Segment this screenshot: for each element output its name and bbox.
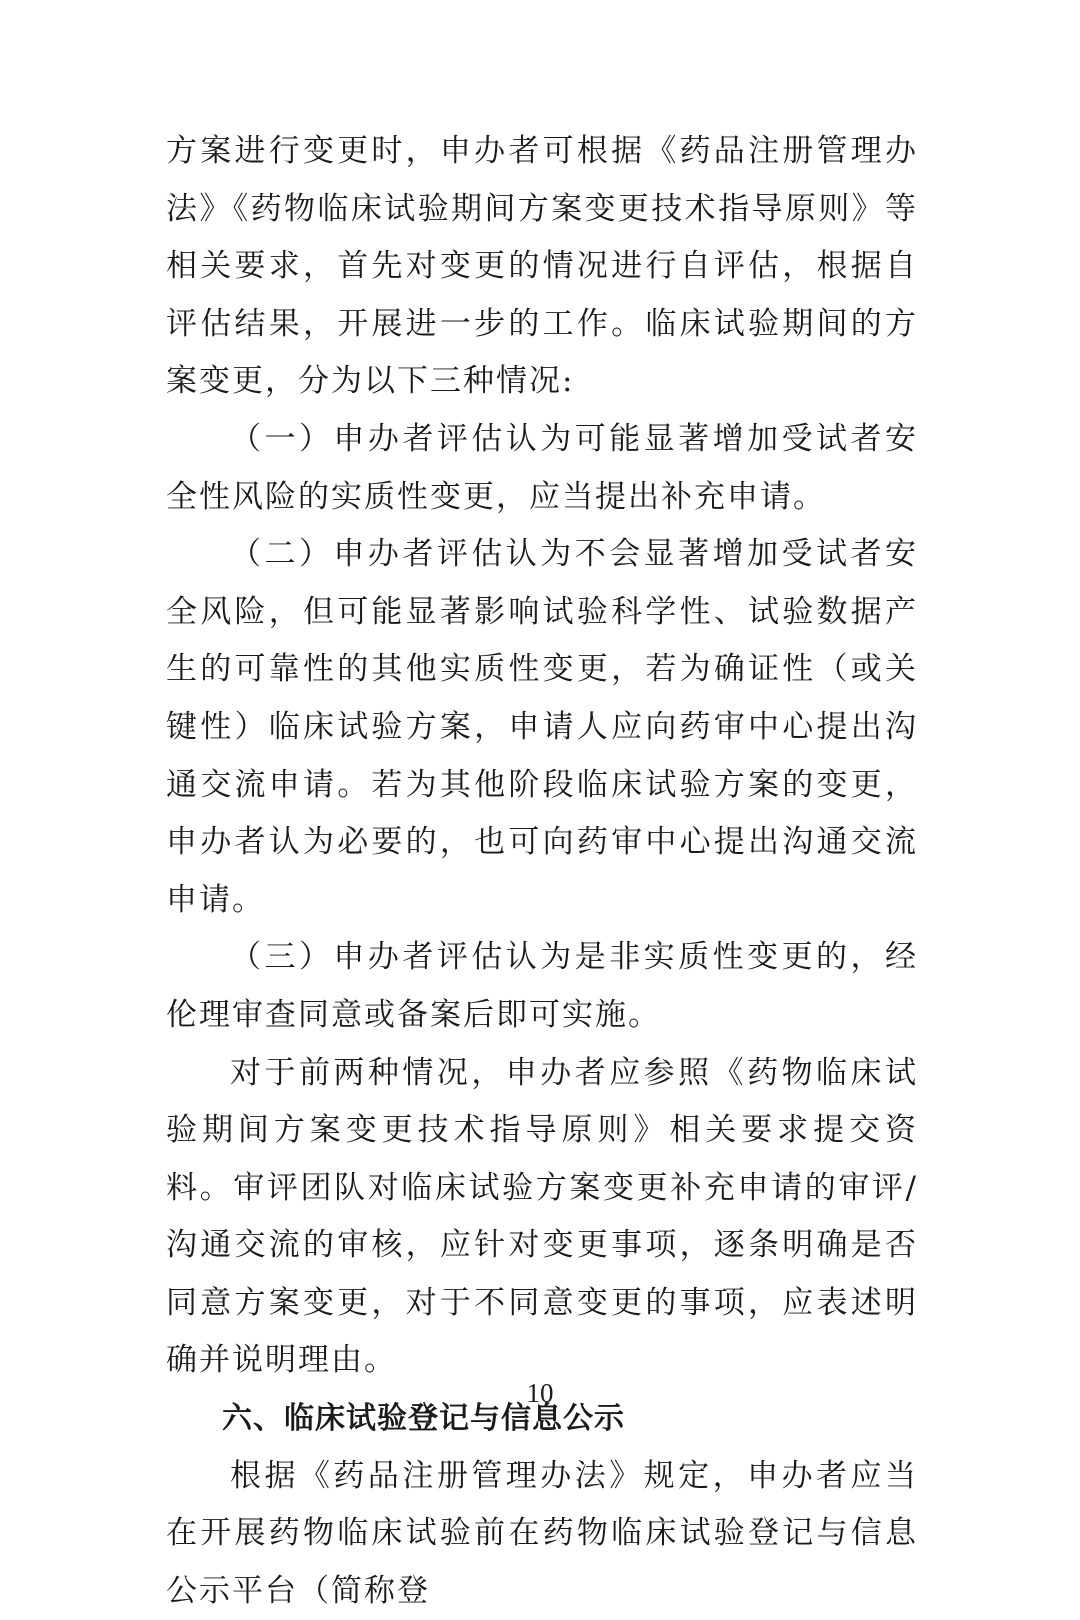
section-heading: 六、临床试验登记与信息公示 — [222, 1401, 625, 1437]
page-number: 10 — [526, 1378, 554, 1408]
paragraph-summary: 对于前两种情况，申办者应参照《药物临床试验期间方案变更技术指导原则》相关要求提交资料。审评团队对临床试验方案变更补充申请的审评/沟通交流的审核，应针对变更事项，逐条明确是否同意方案变更，对于不同意变更的事项，应表述明确并说明理由。 — [166, 1054, 918, 1379]
paragraph-continuation: 方案进行变更时，申办者可根据《药品注册管理办法》《药物临床试验期间方案变更技术指导原则》等相关要求，首先对变更的情况进行自评估，根据自评估结果，开展进一步的工作。临床试验期间的方案变更，分为以下三种情况: — [166, 133, 918, 400]
paragraph-item-1: （一）申办者评估认为可能显著增加受试者安全性风险的实质性变更，应当提出补充申请。 — [166, 420, 918, 515]
section-paragraph: 根据《药品注册管理办法》规定，申办者应当在开展药物临床试验前在药物临床试验登记与信息公示平台（简称登 — [166, 1457, 918, 1609]
paragraph-item-2: （二）申办者评估认为不会显著增加受试者安全风险，但可能显著影响试验科学性、试验数据产生的可靠性的其他实质性变更，若为确证性（或关键性）临床试验方案，申请人应向药审中心提出沟通交流申请。若为其他阶段临床试验方案的变更，申办者认为必要的，也可向药审中心提出沟通交流申请。 — [166, 536, 918, 918]
paragraph-item-3: （三）申办者评估认为是非实质性变更的，经伦理审查同意或备案后即可实施。 — [166, 939, 918, 1033]
